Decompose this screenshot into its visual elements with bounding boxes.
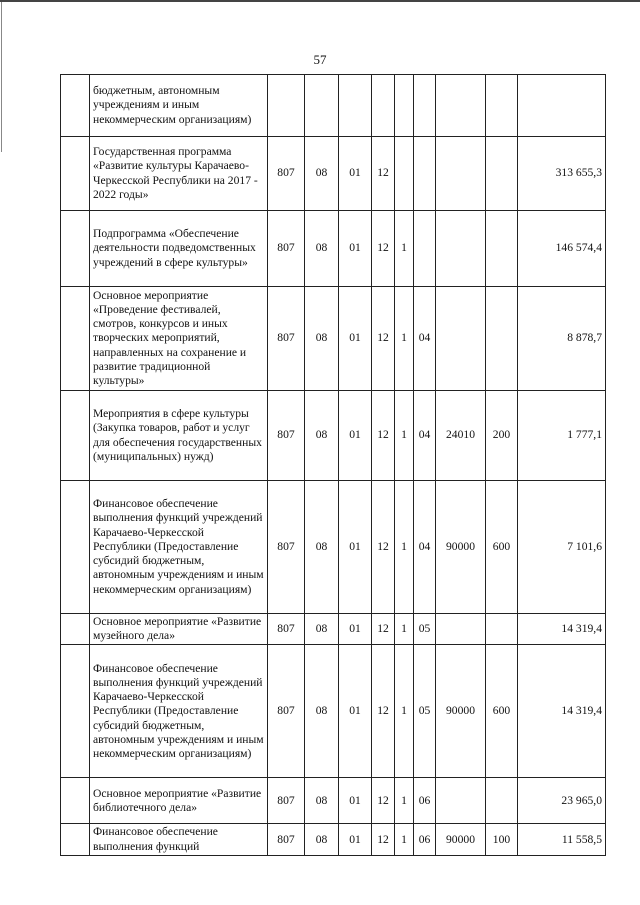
left-margin-mark bbox=[1, 2, 2, 152]
blank-cell bbox=[61, 391, 90, 481]
direction-code-cell bbox=[436, 614, 486, 645]
expense-type-cell bbox=[486, 75, 518, 137]
blank-cell bbox=[61, 287, 90, 391]
subprogram-code-cell: 1 bbox=[395, 287, 414, 391]
table-row bbox=[61, 481, 606, 614]
expense-type-cell bbox=[486, 137, 518, 211]
row-name-cell: Финансовое обеспечение выполнения функций учреждений Карачаево-Черкесской Республики (Предоставление субсидий бюджетным, автономным учреждениям и иным некоммерческим организациям) bbox=[90, 481, 268, 614]
row-name-cell: бюджетным, автономным учреждениям и иным некоммерческим организациям) bbox=[90, 75, 268, 137]
subsection-code-cell: 01 bbox=[339, 287, 372, 391]
direction-code-cell bbox=[436, 211, 486, 287]
direction-code-cell: 90000 bbox=[436, 645, 486, 778]
subsection-code-cell: 01 bbox=[339, 391, 372, 481]
amount-cell: 11 558,5 bbox=[518, 824, 606, 855]
direction-code-cell bbox=[436, 287, 486, 391]
subsection-code-cell: 01 bbox=[339, 211, 372, 287]
row-name-cell: Государственная программа «Развитие культуры Карачаево-Черкесской Республики на 2017 - 2022 годы» bbox=[90, 137, 268, 211]
section-code-cell: 08 bbox=[305, 778, 339, 824]
admin-code-cell: 807 bbox=[268, 824, 305, 855]
blank-cell bbox=[61, 778, 90, 824]
activity-code-cell: 04 bbox=[414, 391, 436, 481]
subsection-code-cell: 01 bbox=[339, 824, 372, 855]
subprogram-code-cell: 1 bbox=[395, 645, 414, 778]
blank-cell bbox=[61, 211, 90, 287]
admin-code-cell: 807 bbox=[268, 481, 305, 614]
section-code-cell: 08 bbox=[305, 824, 339, 855]
expense-type-cell: 200 bbox=[486, 391, 518, 481]
program-code-cell: 12 bbox=[372, 211, 395, 287]
expense-type-cell bbox=[486, 287, 518, 391]
direction-code-cell: 90000 bbox=[436, 824, 486, 855]
section-code-cell bbox=[305, 75, 339, 137]
table-row bbox=[61, 211, 606, 287]
row-name-cell: Мероприятия в сфере культуры (Закупка товаров, работ и услуг для обеспечения государственных (муниципальных) нужд) bbox=[90, 391, 268, 481]
program-code-cell bbox=[372, 75, 395, 137]
admin-code-cell: 807 bbox=[268, 391, 305, 481]
direction-code-cell: 90000 bbox=[436, 481, 486, 614]
program-code-cell: 12 bbox=[372, 287, 395, 391]
subprogram-code-cell: 1 bbox=[395, 211, 414, 287]
program-code-cell: 12 bbox=[372, 645, 395, 778]
subsection-code-cell: 01 bbox=[339, 645, 372, 778]
admin-code-cell bbox=[268, 75, 305, 137]
expense-type-cell: 600 bbox=[486, 645, 518, 778]
budget-table-body bbox=[61, 75, 606, 856]
section-code-cell: 08 bbox=[305, 287, 339, 391]
admin-code-cell: 807 bbox=[268, 778, 305, 824]
blank-cell bbox=[61, 824, 90, 855]
direction-code-cell bbox=[436, 778, 486, 824]
activity-code-cell: 05 bbox=[414, 645, 436, 778]
budget-table bbox=[60, 74, 606, 856]
table-row bbox=[61, 287, 606, 391]
program-code-cell: 12 bbox=[372, 614, 395, 645]
amount-cell: 146 574,4 bbox=[518, 211, 606, 287]
program-code-cell: 12 bbox=[372, 481, 395, 614]
row-name-cell: Основное мероприятие «Развитие библиотечного дела» bbox=[90, 778, 268, 824]
subprogram-code-cell bbox=[395, 137, 414, 211]
amount-cell: 23 965,0 bbox=[518, 778, 606, 824]
direction-code-cell bbox=[436, 75, 486, 137]
activity-code-cell: 06 bbox=[414, 824, 436, 855]
table-row bbox=[61, 75, 606, 137]
admin-code-cell: 807 bbox=[268, 287, 305, 391]
program-code-cell: 12 bbox=[372, 391, 395, 481]
subprogram-code-cell: 1 bbox=[395, 391, 414, 481]
subsection-code-cell bbox=[339, 75, 372, 137]
direction-code-cell: 24010 bbox=[436, 391, 486, 481]
activity-code-cell bbox=[414, 137, 436, 211]
activity-code-cell: 06 bbox=[414, 778, 436, 824]
expense-type-cell: 100 bbox=[486, 824, 518, 855]
amount-cell bbox=[518, 75, 606, 137]
table-row bbox=[61, 778, 606, 824]
subprogram-code-cell: 1 bbox=[395, 614, 414, 645]
subsection-code-cell: 01 bbox=[339, 137, 372, 211]
amount-cell: 8 878,7 bbox=[518, 287, 606, 391]
admin-code-cell: 807 bbox=[268, 614, 305, 645]
subsection-code-cell: 01 bbox=[339, 614, 372, 645]
table-row bbox=[61, 824, 606, 855]
section-code-cell: 08 bbox=[305, 391, 339, 481]
amount-cell: 7 101,6 bbox=[518, 481, 606, 614]
activity-code-cell bbox=[414, 211, 436, 287]
program-code-cell: 12 bbox=[372, 824, 395, 855]
subprogram-code-cell: 1 bbox=[395, 824, 414, 855]
section-code-cell: 08 bbox=[305, 614, 339, 645]
row-name-cell: Основное мероприятие «Проведение фестивалей, смотров, конкурсов и иных творческих мероприятий, направленных на сохранение и развитие традиционной культуры» bbox=[90, 287, 268, 391]
blank-cell bbox=[61, 614, 90, 645]
amount-cell: 1 777,1 bbox=[518, 391, 606, 481]
row-name-cell: Подпрограмма «Обеспечение деятельности подведомственных учреждений в сфере культуры» bbox=[90, 211, 268, 287]
subprogram-code-cell: 1 bbox=[395, 778, 414, 824]
expense-type-cell bbox=[486, 211, 518, 287]
top-border-line bbox=[0, 0, 640, 2]
admin-code-cell: 807 bbox=[268, 211, 305, 287]
row-name-cell: Основное мероприятие «Развитие музейного дела» bbox=[90, 614, 268, 645]
program-code-cell: 12 bbox=[372, 778, 395, 824]
subprogram-code-cell: 1 bbox=[395, 481, 414, 614]
row-name-cell: Финансовое обеспечение выполнения функций учреждений Карачаево-Черкесской Республики (Предоставление субсидий бюджетным, автономным учреждениям и иным некоммерческим организациям) bbox=[90, 645, 268, 778]
expense-type-cell bbox=[486, 614, 518, 645]
program-code-cell: 12 bbox=[372, 137, 395, 211]
table-row bbox=[61, 614, 606, 645]
blank-cell bbox=[61, 137, 90, 211]
blank-cell bbox=[61, 75, 90, 137]
section-code-cell: 08 bbox=[305, 137, 339, 211]
subprogram-code-cell bbox=[395, 75, 414, 137]
admin-code-cell: 807 bbox=[268, 137, 305, 211]
direction-code-cell bbox=[436, 137, 486, 211]
section-code-cell: 08 bbox=[305, 645, 339, 778]
blank-cell bbox=[61, 481, 90, 614]
activity-code-cell: 05 bbox=[414, 614, 436, 645]
activity-code-cell: 04 bbox=[414, 481, 436, 614]
admin-code-cell: 807 bbox=[268, 645, 305, 778]
amount-cell: 14 319,4 bbox=[518, 645, 606, 778]
table-row bbox=[61, 137, 606, 211]
amount-cell: 14 319,4 bbox=[518, 614, 606, 645]
section-code-cell: 08 bbox=[305, 481, 339, 614]
table-row bbox=[61, 391, 606, 481]
subsection-code-cell: 01 bbox=[339, 481, 372, 614]
blank-cell bbox=[61, 645, 90, 778]
expense-type-cell bbox=[486, 778, 518, 824]
activity-code-cell bbox=[414, 75, 436, 137]
amount-cell: 313 655,3 bbox=[518, 137, 606, 211]
activity-code-cell: 04 bbox=[414, 287, 436, 391]
section-code-cell: 08 bbox=[305, 211, 339, 287]
table-row bbox=[61, 645, 606, 778]
row-name-cell: Финансовое обеспечение выполнения функций bbox=[90, 824, 268, 855]
page-number: 57 bbox=[313, 52, 327, 67]
subsection-code-cell: 01 bbox=[339, 778, 372, 824]
expense-type-cell: 600 bbox=[486, 481, 518, 614]
